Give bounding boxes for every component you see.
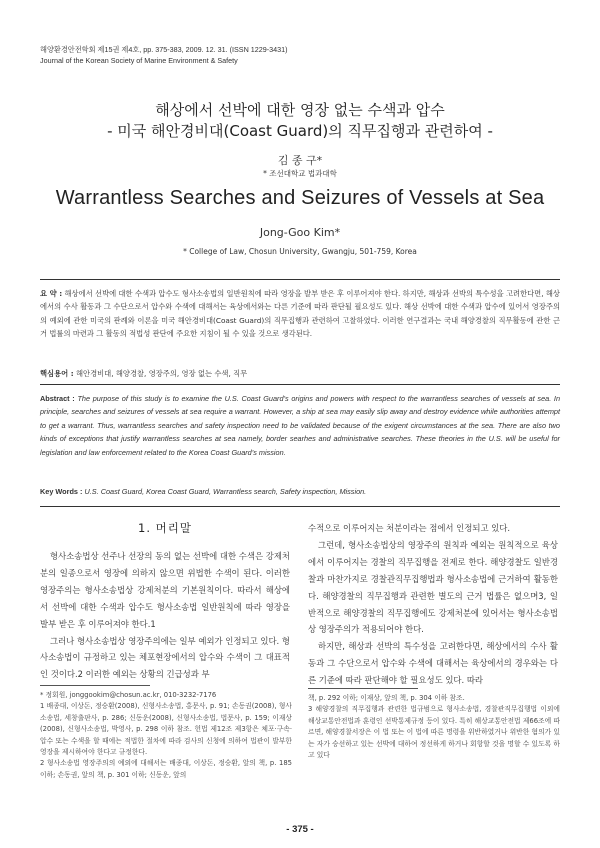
body-paragraph: 형사소송법상 선주나 선장의 동의 없는 선박에 대한 수색은 강제처분의 일종으로서 영장에 의하지 않으면 위법한 수색이 된다. 이러한 영장주의는 형사소송법상 강제처분의 기본원칙이다. 따라서 해상에서 선박에 대한 수색과 압수도 형사소송법 일반원칙에 따라 영장을 발부 받은 후 이루어져야 한다.1	[40, 551, 290, 629]
footnote: 책, p. 292 이하; 이재상, 앞의 책, p. 304 이하 참조.	[308, 694, 465, 702]
page-number: - 375 -	[286, 824, 314, 835]
affiliation-ko: * 조선대학교 법과대학	[263, 169, 337, 178]
footnote: * 정회원, jonggookim@chosun.ac.kr, 010-3232-7176	[40, 691, 217, 699]
footnote-rule-right	[308, 688, 418, 689]
abstract-ko-label: 요 약 :	[40, 289, 63, 298]
author-en: Jong-Goo Kim*	[259, 226, 341, 239]
body-paragraph: 하지만, 해상과 선박의 특수성을 고려한다면, 해상에서의 수사 활동과 그 수단으로서 압수와 수색에 대해서는 육상에서의 경우와는 다른 기준에 따라 판단해야 할 필요성도 있다. 따라	[308, 641, 558, 686]
footnote: 2 형사소송법 영장주의의 예외에 대해서는 배종대, 이상돈, 정승환, 앞의 책, p. 185 이하; 손동권, 앞의 책, p. 301 이하; 신동운, 앞의	[40, 759, 292, 779]
title-en: Warrantless Searches and Seizures of Vessels at Sea	[55, 187, 545, 209]
footnote: 3 해양경찰의 직무집행과 관련한 법규범으로 형사소송법, 경찰관직무집행법 이외에 해상교통안전법과 훈령인 선박통제규정 등이 있다. 특히 해상교통안전법 제66조에 따르면, 해양경찰서장은 이 법 또는 이 법에 따른 명령을 위반하였거나 위반한 혐의가 있는 자가 승선하고 있는 선박에 대하여 정선하게 하거나 회항할 것을 명할 수 있도록 하고 있다	[308, 705, 560, 760]
keywords-ko-text: 해안경비대, 해양경찰, 영장주의, 영장 없는 수색, 직무	[75, 369, 248, 378]
footnotes-right	[308, 693, 560, 761]
abstract-ko	[40, 287, 560, 341]
footnotes-left	[40, 690, 292, 781]
top-rule	[40, 279, 560, 280]
abstract-en-label: Abstract :	[40, 394, 75, 403]
keywords-en-label: Key Words :	[40, 487, 83, 496]
journal-citation: 해양환경안전학회 제15권 제4호, pp. 375-383, 2009. 12. 31. (ISSN 1229-3431)	[40, 45, 288, 54]
keywords-ko	[40, 369, 247, 379]
body-paragraph: 그런데, 형사소송법상의 영장주의 원칙과 예외는 원칙적으로 육상에서 이루어지는 경찰의 직무집행을 전제로 한다. 해양경찰도 일반경찰과 마찬가지로 경찰관직무집행법과 형사소송법에 근거하여 활동한다. 해양경찰의 직무집행과 관련한 별도의 근거 법률은 없으며3, 일반적으로 해양경찰의 직무집행에도 강제처분에 있어서는 형사소송법상 영장주의가 적용되어야 한다.	[308, 539, 558, 635]
abstract-ko-text: 해상에서 선박에 대한 수색과 압수도 형사소송법의 일반원칙에 따라 영장을 발부 받은 후 이루어져야 한다. 하지만, 해상과 선박의 특수성을 고려한다면, 해상에서의 수사 활동과 그 수단으로서 압수와 수색에 대해서는 육상에서와는 다른 기준에 따라 판단될 필요성도 있다. 해상 선박에 대한 수색과 압수에 있어서 영장주의의 예외에 관한 미국의 판례와 이론을 미국 해안경비대(Coast Guard)의 직무집행과 관련하여 고찰하였다. 이러한 연구결과는 국내 해양경찰의 직무활동에 관한 근거 법률의 마련과 그 활동의 적법성 판단에 주요한 지침이 될 수 있을 것으로 생각된다.	[40, 289, 560, 339]
footnote: 1 배종대, 이상돈, 정승환(2008), 신형사소송법, 홍문사, p. 91; 손동권(2008), 형사소송법, 세창출판사, p. 286; 신동운(2008), 신형사소송법, 법문사, p. 159; 이재상(2008), 신형사소송법, 박영사, p. 298 이하 참조. 헌법 제12조 제3항은 체포·구속·압수 또는 수색을 할 때에는 적법한 절차에 따라 검사의 신청에 의하여 법관이 발부한 영장을 제시하여야 한다고 규정한다.	[40, 702, 292, 757]
journal-name: Journal of the Korean Society of Marine Environment & Safety	[40, 56, 238, 65]
bottom-rule	[40, 506, 560, 507]
keywords-en-text: U.S. Coast Guard, Korea Coast Guard, Warrantless search, Safety inspection, Mission.	[84, 487, 367, 496]
keywords-en	[40, 487, 560, 496]
body-left-column	[40, 548, 290, 683]
body-paragraph: 그러나 형사소송법상 영장주의에는 일부 예외가 인정되고 있다. 형사소송법이 규정하고 있는 체포현장에서의 압수와 수색이 그 대표적인 것이다.2 이러한 예외는 상황의 긴급성과 부	[40, 635, 290, 680]
affiliation-en: * College of Law, Chosun University, Gwangju, 501-759, Korea	[183, 247, 417, 256]
title-ko-main: 해상에서 선박에 대한 영장 없는 수색과 압수	[155, 101, 445, 119]
body-right-column	[308, 520, 558, 689]
abstract-en	[40, 392, 560, 459]
section-heading: 1. 머리말	[138, 521, 192, 535]
abstract-en-text: The purpose of this study is to examine the U.S. Coast Guard’s origins and powers with respect to the warrantless searches of vessels at sea. In principle, searches and seizures of vessels at sea require a warrant. However, a ship at sea may easily slip away and destroy evidence while authorities attempt to get a warrant. Thus, warrantless searches and safety inspection need to be validated because of the exigent circumstances at the sea. There are also two kinds of exceptions that justify warrantless searches at sea namely, border searhes and administrative searches. These theories in the U.S. will be useful for legislation and law enforcement related to the Korea Coast Guard’s mission.	[40, 394, 560, 457]
author-ko: 김 종 구*	[277, 154, 323, 167]
body-paragraph: 수적으로 이루어지는 처분이라는 점에서 인정되고 있다.	[308, 523, 511, 533]
middle-rule	[40, 384, 560, 385]
keywords-ko-label: 핵심용어 :	[40, 369, 74, 378]
footnote-rule-left	[40, 685, 150, 686]
title-ko-sub: - 미국 해안경비대(Coast Guard)의 직무집행과 관련하여 -	[107, 122, 493, 140]
journal-header	[40, 44, 288, 66]
